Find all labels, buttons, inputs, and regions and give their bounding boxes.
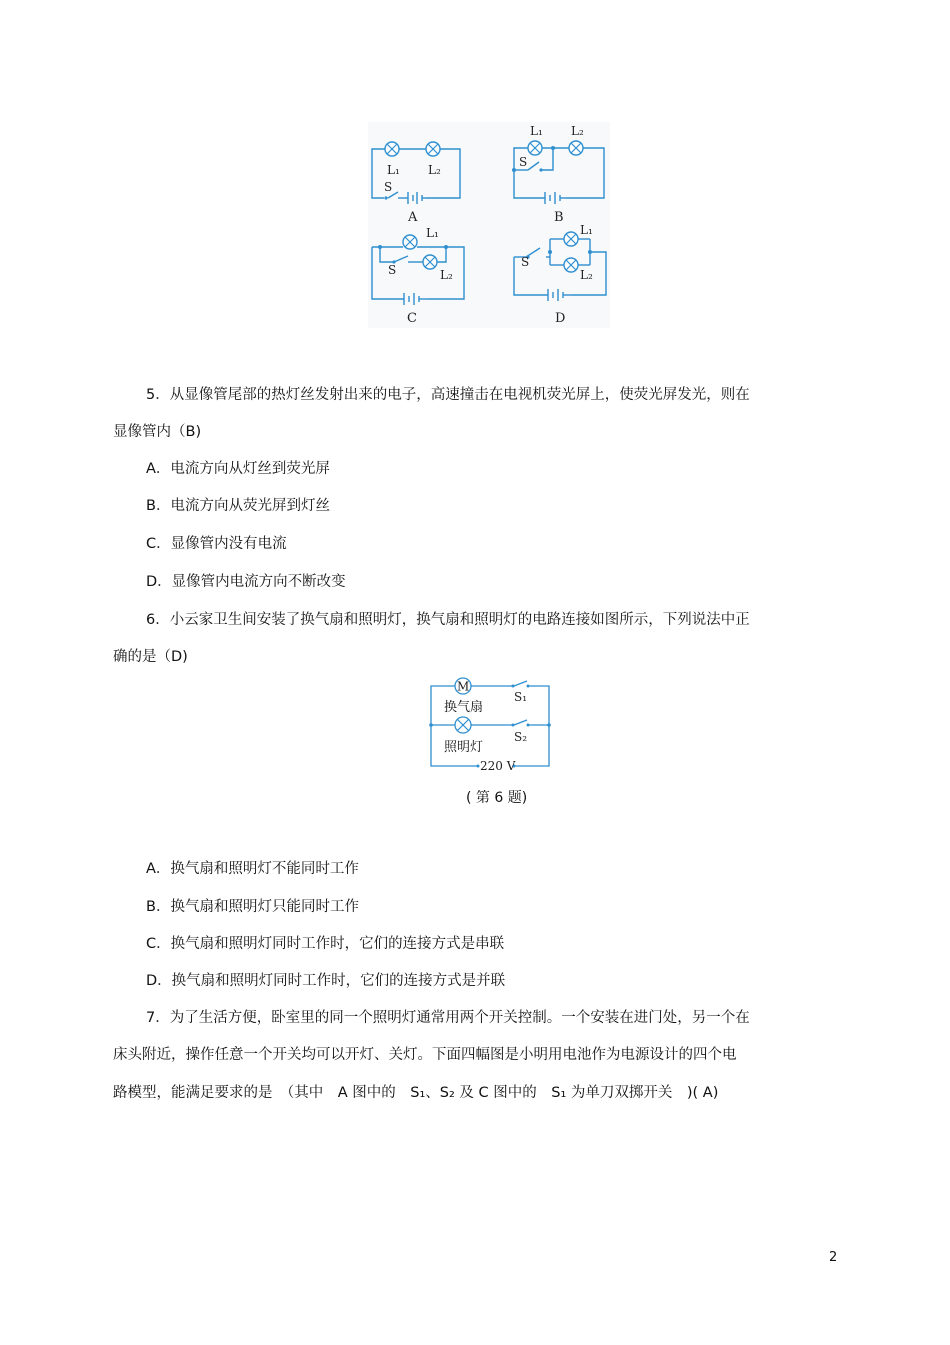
label-l2: L₂: [428, 163, 441, 177]
label-a: A: [408, 210, 418, 225]
q5-option-c: C．显像管内没有电流: [146, 536, 287, 552]
q6-option-b: B．换气扇和照明灯只能同时工作: [146, 899, 359, 915]
label-s: S: [519, 155, 528, 169]
label-b: B: [554, 210, 564, 225]
lamp-icon: [564, 232, 578, 246]
q7-stem-line2: 床头附近，操作任意一个开关均可以开灯、关灯。下面四幅图是小明用电池作为电源设计的四个电: [113, 1047, 737, 1063]
voltage-label: 220 V: [480, 759, 516, 773]
q6-circuit-figure: [428, 676, 552, 774]
q6-option-a: A．换气扇和照明灯不能同时工作: [146, 861, 359, 877]
label-l2: L₂: [440, 268, 453, 282]
motor-label: M: [457, 679, 470, 694]
q6-stem-line1: 6．小云家卫生间安装了换气扇和照明灯，换气扇和照明灯的电路连接如图所示，下列说法中正: [146, 612, 750, 628]
q5-stem-line2: 显像管内（B): [113, 424, 202, 440]
label-l2: L₂: [571, 124, 584, 138]
lamp-icon: [385, 142, 399, 156]
q5-option-d: D．显像管内电流方向不断改变: [146, 574, 346, 590]
lamp-icon: [423, 255, 437, 269]
lamp-icon: [455, 717, 471, 733]
label-l1: L₁: [580, 223, 593, 237]
q7-stem-line1: 7．为了生活方便，卧室里的同一个照明灯通常用两个开关控制。一个安装在进门处，另一个在: [146, 1010, 750, 1026]
label-l2: L₂: [580, 268, 593, 282]
lamp-icon: [426, 142, 440, 156]
switch-s1-label: S₁: [514, 690, 528, 704]
circuit-options-figure: [368, 122, 610, 328]
lamp-icon: [564, 258, 578, 272]
lighting-lamp-label: 照明灯: [444, 740, 484, 755]
switch-s2-label: S₂: [514, 730, 528, 744]
q6-option-d: D．换气扇和照明灯同时工作时，它们的连接方式是并联: [146, 973, 506, 989]
label-l1: L₁: [426, 226, 439, 240]
q6-stem-line2: 确的是（D): [113, 649, 188, 665]
label-c: C: [407, 311, 417, 326]
q5-option-b: B．电流方向从荧光屏到灯丝: [146, 498, 330, 514]
label-s: S: [388, 263, 397, 277]
page-number: 2: [829, 1250, 838, 1265]
q5-option-a: A．电流方向从灯丝到荧光屏: [146, 461, 330, 477]
q6-option-c: C．换气扇和照明灯同时工作时，它们的连接方式是串联: [146, 936, 505, 952]
figure-caption: ( 第 6 题): [466, 790, 528, 806]
label-s: S: [384, 180, 393, 194]
label-d: D: [555, 311, 566, 326]
q7-stem-line3: 路模型，能满足要求的是 （其中 A 图中的 S₁、S₂ 及 C 图中的 S₁ 为单刀双掷开关 )( A): [113, 1085, 719, 1101]
lamp-icon: [528, 141, 542, 155]
lamp-icon: [569, 141, 583, 155]
label-s: S: [521, 255, 530, 269]
q5-stem-line1: 5．从显像管尾部的热灯丝发射出来的电子，高速撞击在电视机荧光屏上，使荧光屏发光，则在: [146, 387, 750, 403]
label-l1: L₁: [387, 163, 400, 177]
label-l1: L₁: [530, 124, 543, 138]
lamp-icon: [403, 235, 417, 249]
fan-label: 换气扇: [444, 700, 484, 715]
